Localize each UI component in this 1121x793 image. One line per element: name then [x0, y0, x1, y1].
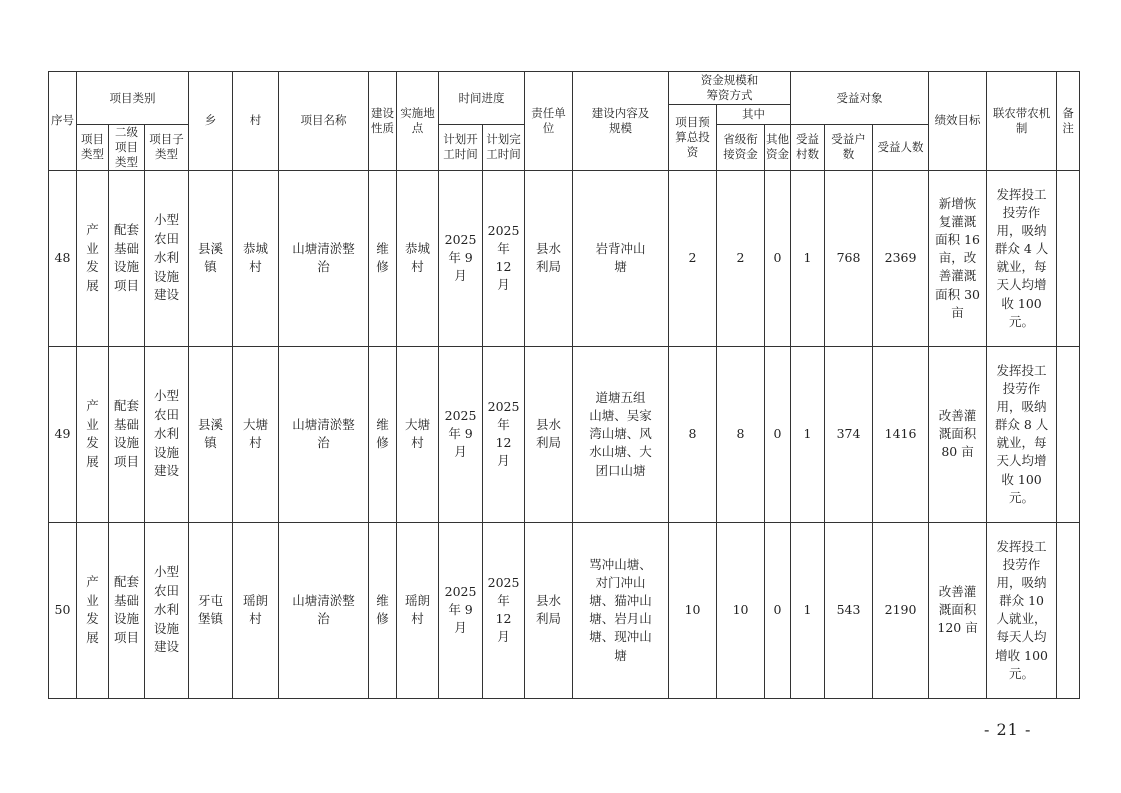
header-ben-households: 受益户 数 — [825, 125, 873, 171]
cell-end: 2025 年 12 月 — [483, 522, 525, 698]
cell-ben-people: 1416 — [873, 346, 929, 522]
header-location: 实施地 点 — [397, 72, 439, 171]
header-mechanism: 联农带农机 制 — [987, 72, 1057, 171]
cell-project-name: 山塘清淤整 治 — [279, 522, 369, 698]
cell-remark — [1057, 170, 1080, 346]
header-village: 村 — [233, 72, 279, 171]
cell-other: 0 — [765, 346, 791, 522]
header-beneficiary: 受益对象 — [791, 72, 929, 125]
cell-sub-type: 小型 农田 水利 设施 建设 — [145, 346, 189, 522]
cell-budget: 2 — [669, 170, 717, 346]
header-sub-type: 项目子 类型 — [145, 125, 189, 171]
cell-end: 2025 年 12 月 — [483, 346, 525, 522]
header-township: 乡 — [189, 72, 233, 171]
cell-remark — [1057, 522, 1080, 698]
cell-remark — [1057, 346, 1080, 522]
header-ben-people: 受益人数 — [873, 125, 929, 171]
cell-ben-households: 768 — [825, 170, 873, 346]
cell-location: 瑶朗 村 — [397, 522, 439, 698]
cell-nature: 维 修 — [369, 522, 397, 698]
cell-sub-type: 小型 农田 水利 设施 建设 — [145, 170, 189, 346]
header-budget: 项目预 算总投 资 — [669, 105, 717, 171]
project-table — [48, 71, 1080, 699]
cell-performance: 改善灌 溉面积 80 亩 — [929, 346, 987, 522]
cell-type: 产 业 发 展 — [77, 346, 109, 522]
cell-ben-households: 543 — [825, 522, 873, 698]
header-project-name: 项目名称 — [279, 72, 369, 171]
header-seq: 序号 — [49, 72, 77, 171]
header-funds: 资金规模和 筹资方式 — [669, 72, 791, 105]
cell-village: 恭城 村 — [233, 170, 279, 346]
cell-other: 0 — [765, 170, 791, 346]
cell-second-type: 配套 基础 设施 项目 — [109, 346, 145, 522]
cell-end: 2025 年 12 月 — [483, 170, 525, 346]
table-row — [49, 170, 1080, 346]
cell-nature: 维 修 — [369, 170, 397, 346]
cell-seq: 48 — [49, 170, 77, 346]
header-other: 其他 资金 — [765, 125, 791, 171]
header-content: 建设内容及 规模 — [573, 72, 669, 171]
cell-provincial: 8 — [717, 346, 765, 522]
header-second-type: 二级 项目 类型 — [109, 125, 145, 171]
header-unit: 责任单 位 — [525, 72, 573, 171]
cell-ben-villages: 1 — [791, 522, 825, 698]
cell-sub-type: 小型 农田 水利 设施 建设 — [145, 522, 189, 698]
header-among: 其中 — [717, 105, 791, 125]
table-row — [49, 522, 1080, 698]
cell-type: 产 业 发 展 — [77, 522, 109, 698]
cell-township: 县溪 镇 — [189, 346, 233, 522]
cell-ben-villages: 1 — [791, 346, 825, 522]
header-start: 计划开 工时间 — [439, 125, 483, 171]
cell-performance: 改善灌 溉面积 120 亩 — [929, 522, 987, 698]
header-remark: 备 注 — [1057, 72, 1080, 171]
cell-second-type: 配套 基础 设施 项目 — [109, 522, 145, 698]
cell-project-name: 山塘清淤整 治 — [279, 170, 369, 346]
header-provincial: 省级衔 接资金 — [717, 125, 765, 171]
cell-location: 恭城 村 — [397, 170, 439, 346]
cell-performance: 新增恢 复灌溉 面积 16 亩，改 善灌溉 面积 30 亩 — [929, 170, 987, 346]
project-table-sheet — [48, 71, 1080, 699]
cell-seq: 49 — [49, 346, 77, 522]
cell-ben-people: 2190 — [873, 522, 929, 698]
cell-content: 岩背冲山 塘 — [573, 170, 669, 346]
cell-start: 2025 年 9 月 — [439, 346, 483, 522]
cell-location: 大塘 村 — [397, 346, 439, 522]
cell-other: 0 — [765, 522, 791, 698]
header-end: 计划完 工时间 — [483, 125, 525, 171]
header-performance: 绩效目标 — [929, 72, 987, 171]
cell-unit: 县水 利局 — [525, 170, 573, 346]
cell-ben-people: 2369 — [873, 170, 929, 346]
cell-unit: 县水 利局 — [525, 346, 573, 522]
cell-ben-households: 374 — [825, 346, 873, 522]
cell-second-type: 配套 基础 设施 项目 — [109, 170, 145, 346]
header-type: 项目 类型 — [77, 125, 109, 171]
header-category: 项目类别 — [77, 72, 189, 125]
cell-provincial: 2 — [717, 170, 765, 346]
cell-seq: 50 — [49, 522, 77, 698]
cell-village: 瑶朗 村 — [233, 522, 279, 698]
cell-start: 2025 年 9 月 — [439, 170, 483, 346]
cell-type: 产 业 发 展 — [77, 170, 109, 346]
cell-mechanism: 发挥投工 投劳作 用，吸纳 群众 10 人就业， 每天人均 增收 100 元。 — [987, 522, 1057, 698]
cell-mechanism: 发挥投工 投劳作 用，吸纳 群众 8 人 就业，每 天人均增 收 100 元。 — [987, 346, 1057, 522]
cell-ben-villages: 1 — [791, 170, 825, 346]
cell-township: 牙屯 堡镇 — [189, 522, 233, 698]
header-schedule: 时间进度 — [439, 72, 525, 125]
cell-unit: 县水 利局 — [525, 522, 573, 698]
cell-budget: 8 — [669, 346, 717, 522]
cell-township: 县溪 镇 — [189, 170, 233, 346]
cell-content: 骂冲山塘、 对门冲山 塘、猫冲山 塘、岩月山 塘、现冲山 塘 — [573, 522, 669, 698]
cell-mechanism: 发挥投工 投劳作 用，吸纳 群众 4 人 就业，每 天人均增 收 100 元。 — [987, 170, 1057, 346]
cell-nature: 维 修 — [369, 346, 397, 522]
page-number: - 21 - — [984, 720, 1032, 739]
cell-budget: 10 — [669, 522, 717, 698]
cell-start: 2025 年 9 月 — [439, 522, 483, 698]
header-nature: 建设 性质 — [369, 72, 397, 171]
cell-project-name: 山塘清淤整 治 — [279, 346, 369, 522]
cell-content: 道塘五组 山塘、吴家 湾山塘、风 水山塘、大 团口山塘 — [573, 346, 669, 522]
cell-village: 大塘 村 — [233, 346, 279, 522]
table-row — [49, 346, 1080, 522]
header-ben-villages: 受益 村数 — [791, 125, 825, 171]
cell-provincial: 10 — [717, 522, 765, 698]
